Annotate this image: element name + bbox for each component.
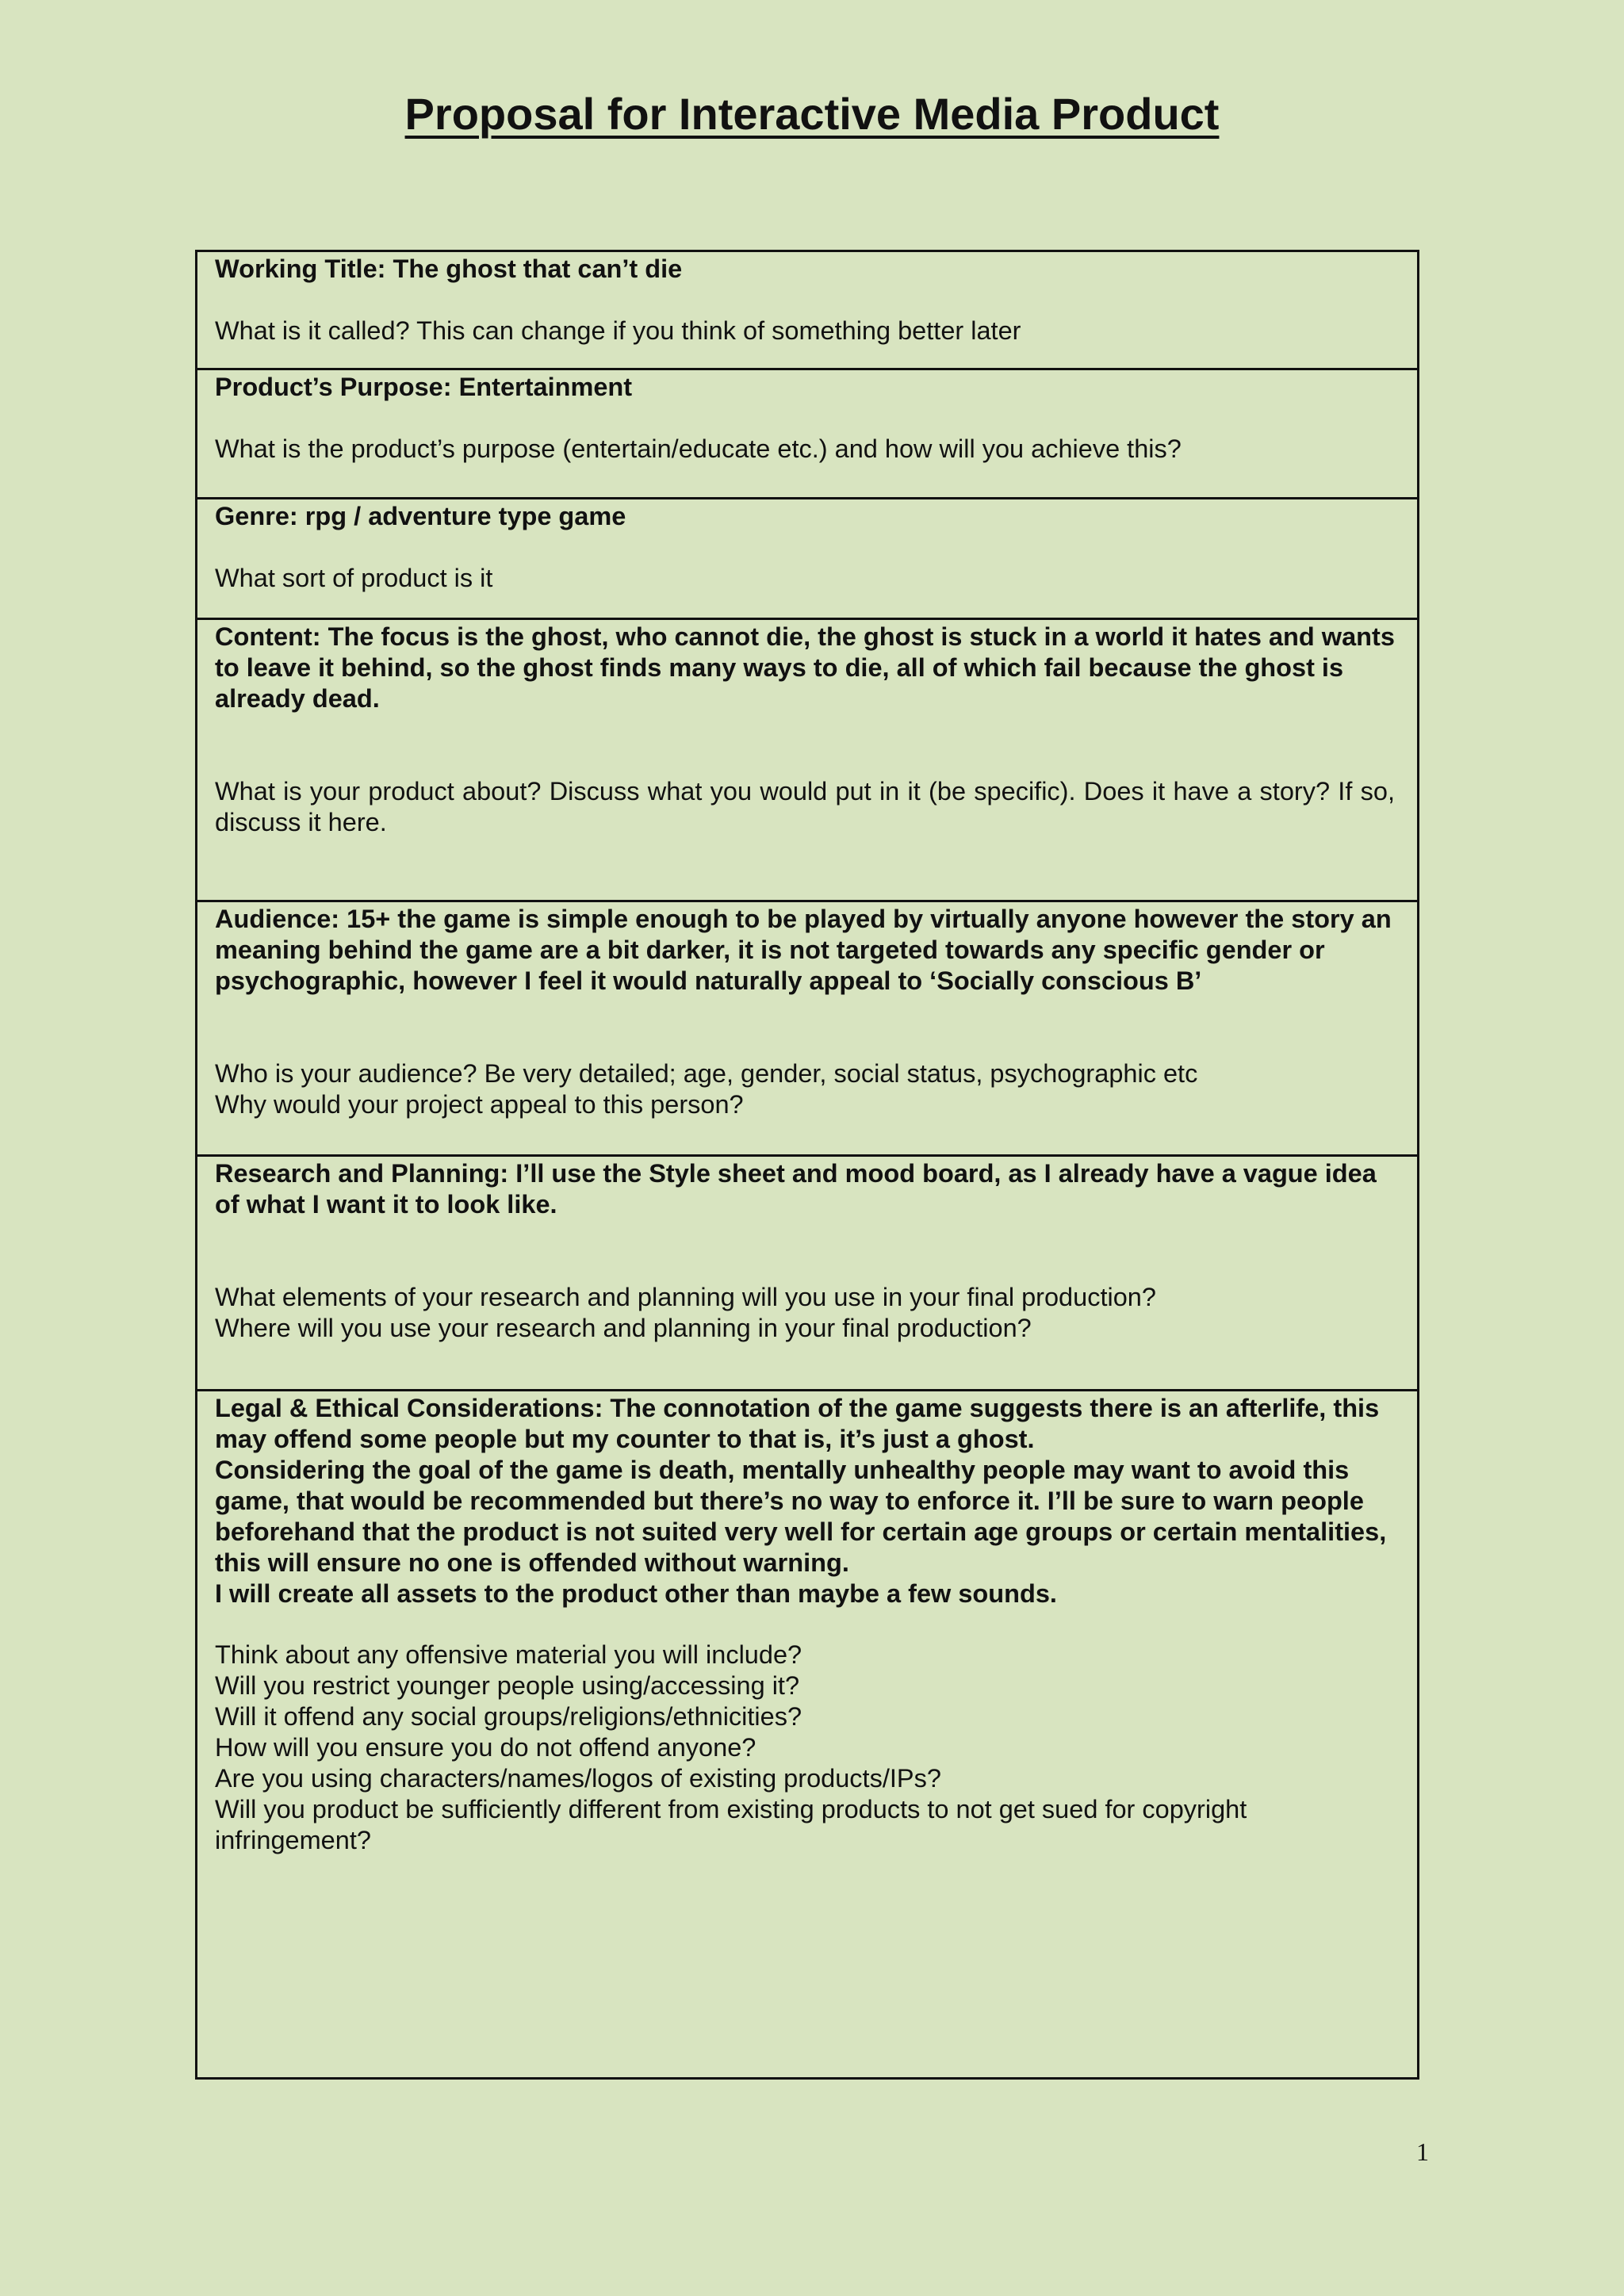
legal-ethical-prompt-line: Will you restrict younger people using/accessing it? <box>215 1671 800 1700</box>
audience-prompt-line: Why would your project appeal to this person? <box>215 1090 744 1119</box>
audience-prompt-line: Who is your audience? Be very detailed; age, gender, social status, psychographic etc <box>215 1059 1198 1088</box>
working-title-section <box>197 252 1417 368</box>
research-prompt-line: What elements of your research and planning will you use in your final production? <box>215 1283 1156 1311</box>
genre-heading: Genre: rpg / adventure type game <box>215 502 626 530</box>
content-section <box>197 618 1417 900</box>
purpose-heading: Product’s Purpose: Entertainment <box>215 373 633 401</box>
audience-section <box>197 900 1417 1154</box>
legal-ethical-prompt <box>215 1640 1395 1856</box>
working-title-heading: Working Title: The ghost that can’t die <box>215 254 683 283</box>
content-heading: Content: The focus is the ghost, who cannot die, the ghost is stuck in a world it hates and wants to leave it behind, so the ghost finds many ways to die, all of which fail because the ghost is already dead. <box>215 622 1395 713</box>
legal-ethical-heading-line: I will create all assets to the product other than maybe a few sounds. <box>215 1579 1057 1608</box>
research-prompt <box>215 1282 1395 1344</box>
research-prompt-line: Where will you use your research and planning in your final production? <box>215 1314 1032 1342</box>
proposal-table <box>195 250 1419 2080</box>
legal-ethical-prompt-line: Will it offend any social groups/religions/ethnicities? <box>215 1702 802 1731</box>
purpose-section <box>197 368 1417 497</box>
legal-ethical-heading <box>215 1391 1395 1609</box>
legal-ethical-prompt-line: Will you product be sufficiently different from existing products to not get sued for copyright infringement? <box>215 1795 1247 1854</box>
page-number: 1 <box>1416 2137 1429 2166</box>
legal-ethical-heading-line: Legal & Ethical Considerations: The connotation of the game suggests there is an afterlife, this may offend some people but my counter to that is, it’s just a ghost. <box>215 1394 1380 1453</box>
research-heading: Research and Planning: I’ll use the Style sheet and mood board, as I already have a vague idea of what I want it to look like. <box>215 1159 1377 1219</box>
audience-prompt <box>215 1058 1395 1120</box>
legal-ethical-section <box>197 1389 1417 2077</box>
genre-prompt: What sort of product is it <box>215 564 493 592</box>
legal-ethical-heading-line: Considering the goal of the game is death, mentally unhealthy people may want to avoid this game, that would be recommended but there’s no way to enforce it. I’ll be sure to warn people beforehand that the product is not suited very well for certain age groups or certain mentalities, this will ensure no one is offended without warning. <box>215 1456 1387 1577</box>
legal-ethical-prompt-line: How will you ensure you do not offend anyone? <box>215 1733 756 1762</box>
purpose-prompt: What is the product’s purpose (entertain/educate etc.) and how will you achieve this? <box>215 434 1182 463</box>
research-section <box>197 1154 1417 1389</box>
legal-ethical-prompt-line: Think about any offensive material you will include? <box>215 1640 802 1669</box>
page-title: Proposal for Interactive Media Product <box>404 89 1220 139</box>
genre-section <box>197 497 1417 618</box>
working-title-prompt: What is it called? This can change if you think of something better later <box>215 316 1021 345</box>
audience-heading: Audience: 15+ the game is simple enough to be played by virtually anyone however the story an meaning behind the game are a bit darker, it is not targeted towards any specific gender or psychographic, however I feel it would naturally appeal to ‘Socially conscious B’ <box>215 905 1392 995</box>
legal-ethical-prompt-line: Are you using characters/names/logos of existing products/IPs? <box>215 1764 941 1793</box>
content-prompt: What is your product about? Discuss what you would put in it (be specific). Does it have a story? If so, discuss it here. <box>215 777 1395 836</box>
